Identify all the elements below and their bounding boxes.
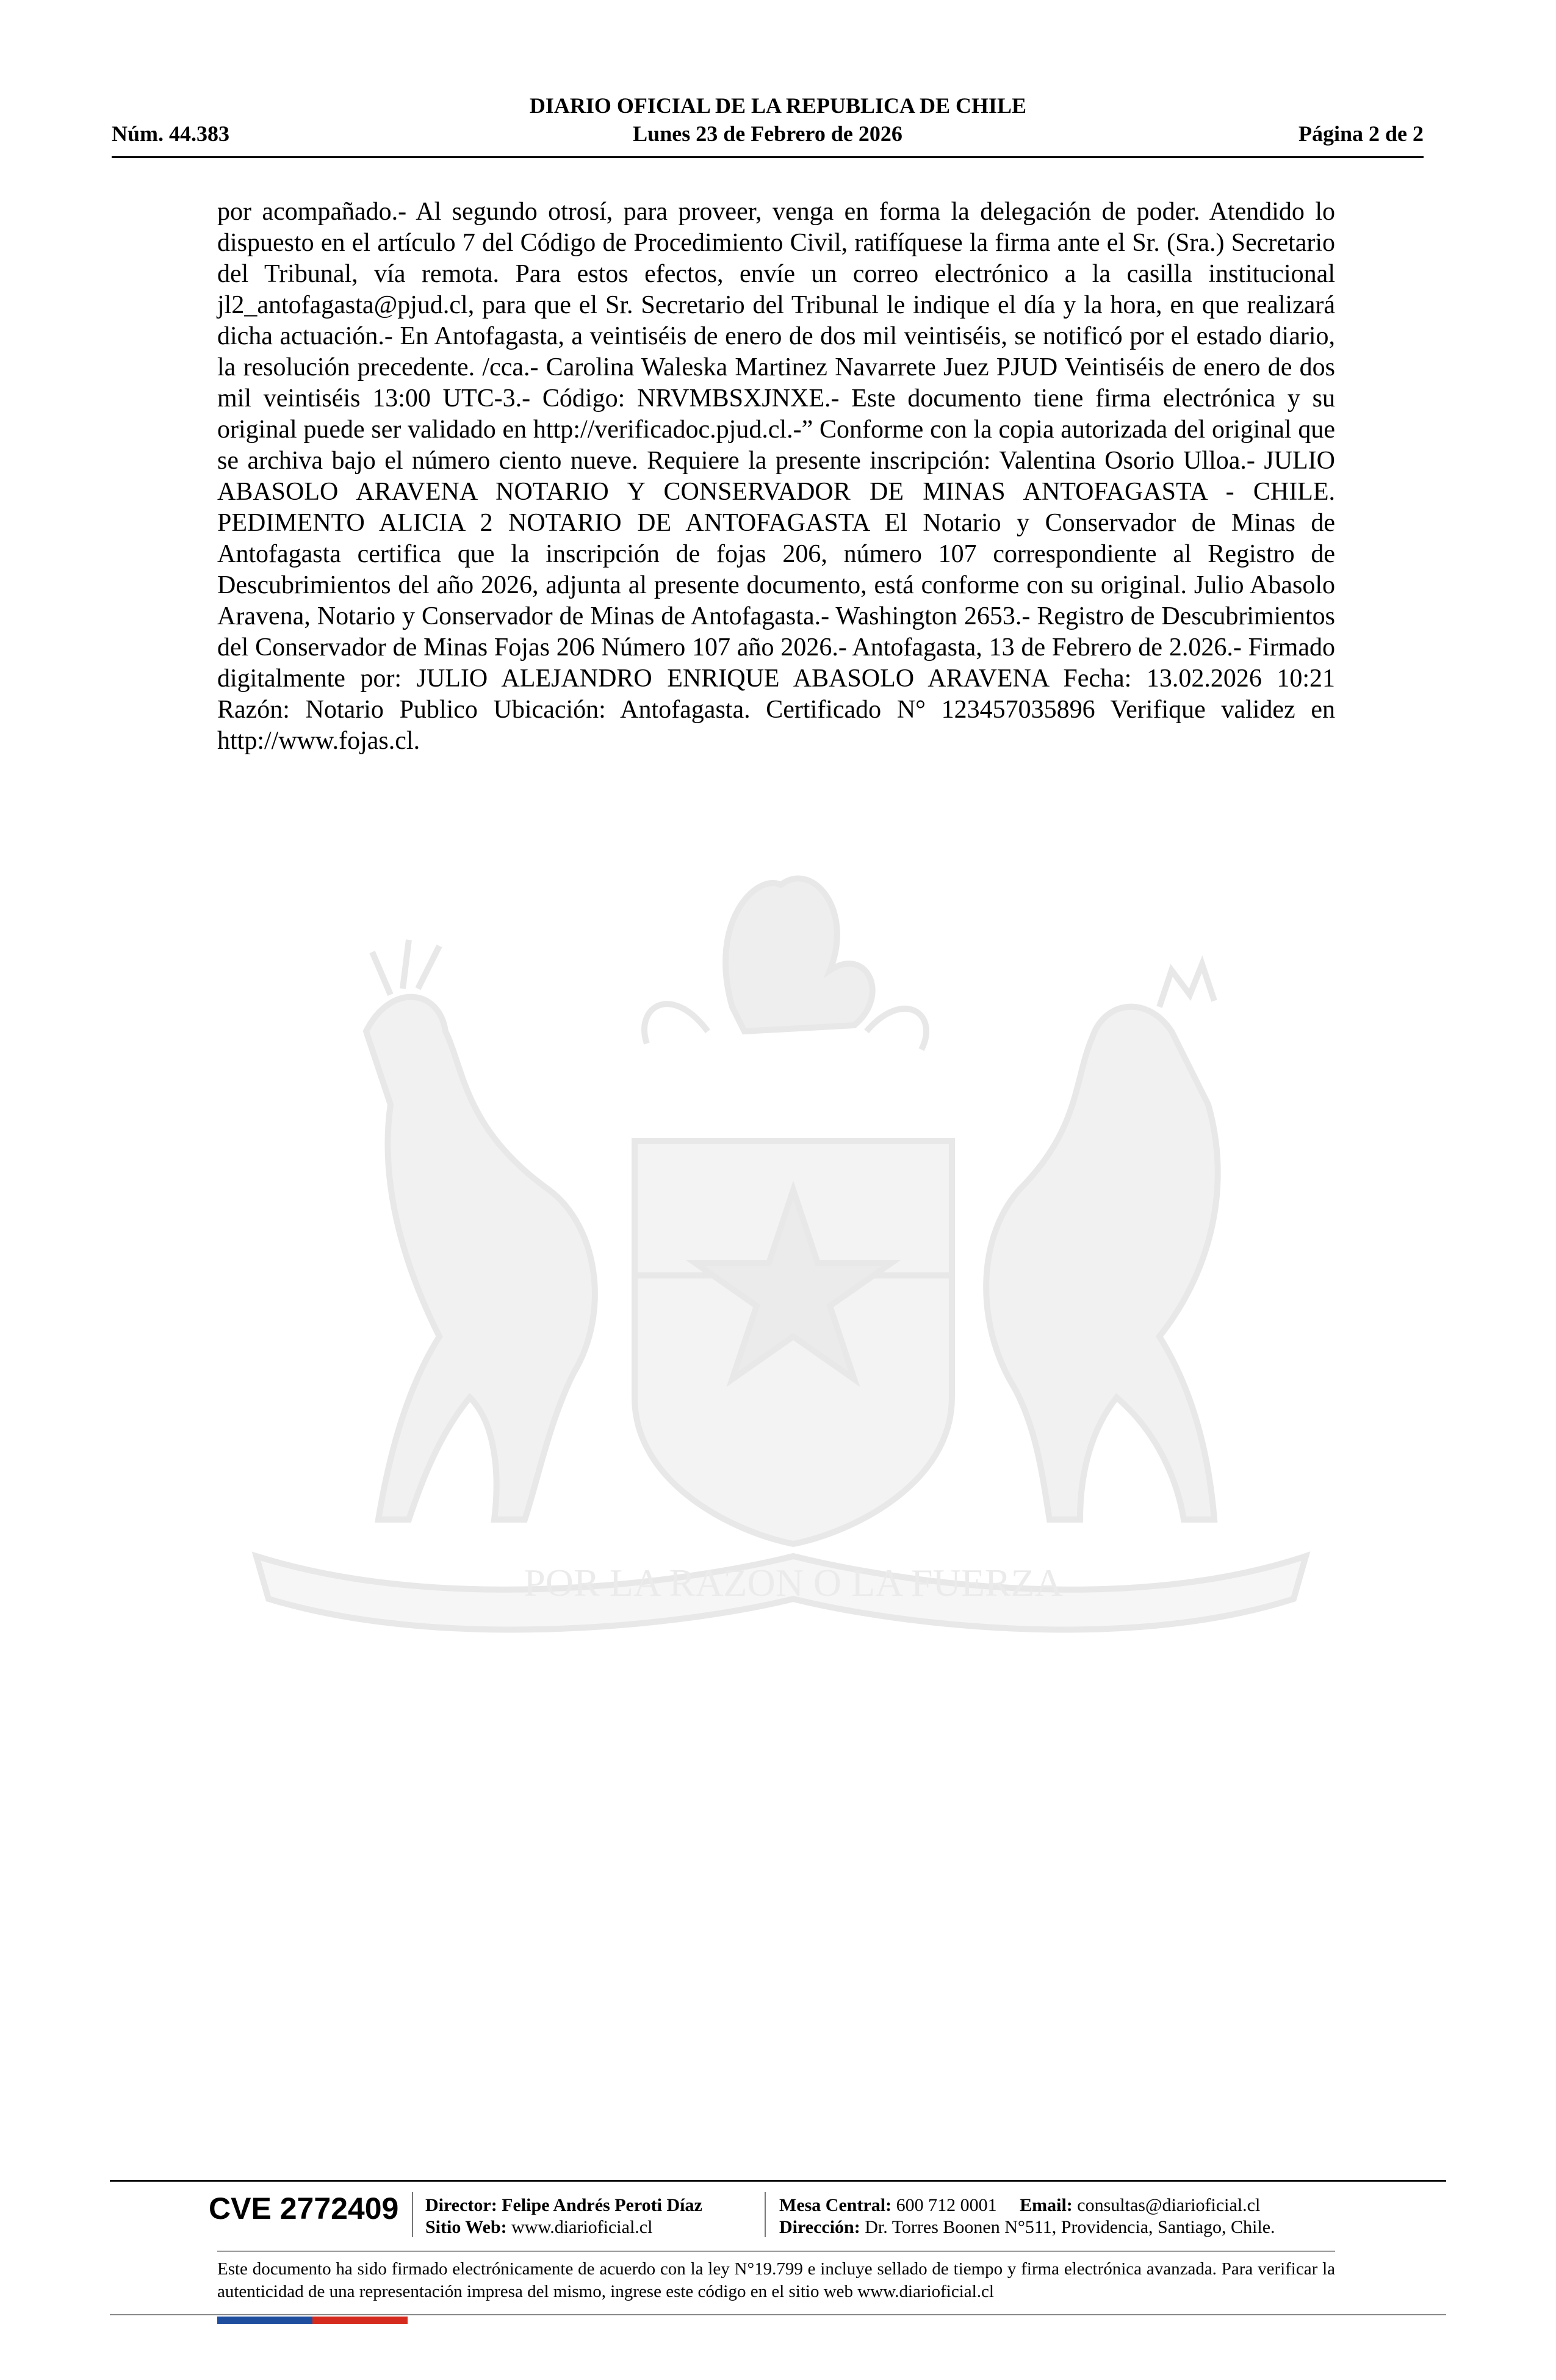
director-block	[425, 2194, 702, 2238]
motto-text: POR LA RAZON O LA FUERZA	[524, 1561, 1063, 1604]
flag-segment	[265, 2317, 312, 2324]
issue-number: Núm. 44.383	[112, 121, 230, 146]
contact-block	[779, 2194, 1275, 2238]
phone-email-line	[779, 2194, 1275, 2216]
email-label: Email:	[1020, 2195, 1073, 2215]
cve-code: CVE 2772409	[209, 2191, 399, 2226]
coat-of-arms-watermark-icon	[207, 848, 1355, 1666]
website-label: Sitio Web:	[425, 2217, 507, 2237]
address-line	[779, 2216, 1275, 2238]
director-line	[425, 2194, 702, 2216]
flag-segment	[312, 2317, 360, 2324]
phone-label: Mesa Central:	[779, 2195, 892, 2215]
footer-separator	[765, 2192, 766, 2237]
website-link[interactable]: www.diarioficial.cl	[511, 2217, 653, 2237]
address-value: Dr. Torres Boonen N°511, Providencia, Santiago, Chile.	[865, 2217, 1275, 2237]
flag-segment	[360, 2317, 408, 2324]
email-link[interactable]: consultas@diarioficial.cl	[1077, 2195, 1261, 2215]
issue-date: Lunes 23 de Febrero de 2026	[633, 121, 902, 146]
page-indicator: Página 2 de 2	[1298, 121, 1424, 146]
header-row	[112, 121, 1424, 149]
director-name: Felipe Andrés Peroti Díaz	[502, 2195, 702, 2215]
address-label: Dirección:	[779, 2217, 860, 2237]
director-label: Director:	[425, 2195, 497, 2215]
flag-segment	[217, 2317, 265, 2324]
publication-title: DIARIO OFICIAL DE LA REPUBLICA DE CHILE	[529, 93, 1027, 118]
footer-separator	[412, 2192, 413, 2237]
footer-mid-divider	[217, 2251, 1335, 2252]
flag-color-bar	[217, 2317, 408, 2324]
website-line	[425, 2216, 702, 2238]
footer-bottom-divider	[110, 2314, 1446, 2315]
signature-notice: Este documento ha sido firmado electrónicamente de acuerdo con la ley N°19.799 e incluye sellado de tiempo y firma electrónica avanzada. Para verificar la autenticidad de una representación impresa del mismo, ingrese este código en el sitio web www.diarioficial.cl	[217, 2259, 1335, 2301]
phone-value: 600 712 0001	[896, 2195, 997, 2215]
footer-top-divider	[110, 2180, 1446, 2182]
header-divider	[112, 156, 1424, 158]
document-body: por acompañado.- Al segundo otrosí, para proveer, venga en forma la delegación de poder. Atendido lo dispuesto en el artículo 7 del Código de Procedimiento Civil, ratifíquese la firma ante el Sr. (Sra.) Secretario del Tribunal, vía remota. Para estos efectos, envíe un correo electrónico a la casilla institucional jl2_antofagasta@pjud.cl, para que el Sr. Secretario del Tribunal le indique el día y la hora, en que realizará dicha actuación.- En Antofagasta, a veintiséis de enero de dos mil veintiséis, se notificó por el estado diario, la resolución precedente. /cca.- Carolina Waleska Martinez Navarrete Juez PJUD Veintiséis de enero de dos mil veintiséis 13:00 UTC-3.- Código: NRVMBSXJNXE.- Este documento tiene firma electrónica y su original puede ser validado en http://verificadoc.pjud.cl.-” Conforme con la copia autorizada del original que se archiva bajo el número ciento nueve. Requiere la presente inscripción: Valentina Osorio Ulloa.- JULIO ABASOLO ARAVENA NOTARIO Y CONSERVADOR DE MINAS ANTOFAGASTA - CHILE. PEDIMENTO ALICIA 2 NOTARIO DE ANTOFAGASTA El Notario y Conservador de Minas de Antofagasta certifica que la inscripción de fojas 206, número 107 correspondiente al Registro de Descubrimientos del año 2026, adjunta al presente documento, está conforme con su original. Julio Abasolo Aravena, Notario y Conservador de Minas de Antofagasta.- Washington 2653.- Registro de Descubrimientos del Conservador de Minas Fojas 206 Número 107 año 2026.- Antofagasta, 13 de Febrero de 2.026.- Firmado digitalmente por: JULIO ALEJANDRO ENRIQUE ABASOLO ARAVENA Fecha: 13.02.2026 10:21 Razón: Notario Publico Ubicación: Antofagasta. Certificado N° 123457035896 Verifique validez en http://www.fojas.cl.	[217, 198, 1335, 755]
